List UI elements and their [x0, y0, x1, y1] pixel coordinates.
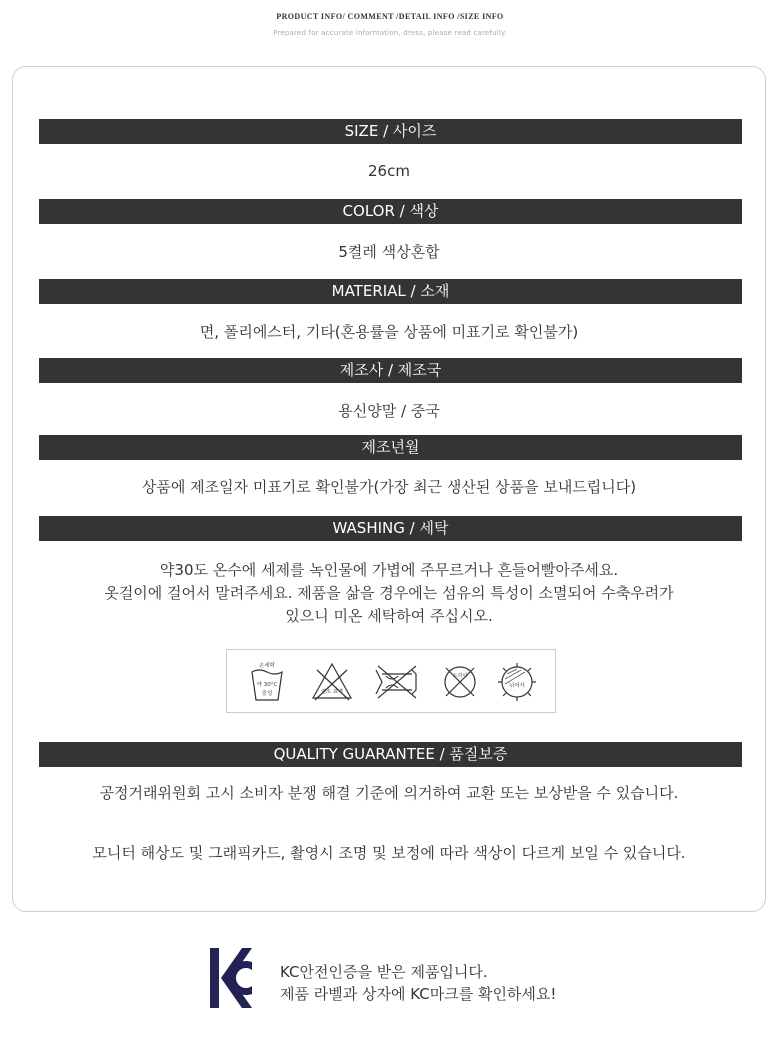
care-symbols-box [226, 649, 556, 713]
date-value: 상품에 제조일자 미표기로 확인불가(가장 최근 생산된 상품을 보내드립니다) [141, 478, 637, 496]
dry-flat-icon [495, 660, 539, 704]
date-section-header: 제조년월 [39, 435, 742, 460]
svg-text:드라이: 드라이 [452, 673, 468, 679]
hand-wash-icon [247, 660, 287, 704]
maker-section-header: 제조사 / 제조국 [39, 358, 742, 383]
svg-text:손세탁: 손세탁 [259, 663, 275, 669]
page-header-subtitle: Prepared for accurate information, dress, please read carefully. [273, 29, 507, 37]
washing-line-2: 옷걸이에 걸어서 말려주세요. 제품을 삶을 경우에는 섬유의 특성이 소멸되어 수축우려가 [104, 584, 674, 602]
maker-value: 용신양말 / 중국 [338, 402, 440, 420]
washing-line-1: 약30도 온수에 세제를 녹인물에 가볍에 주무르거나 흔들어빨아주세요. [159, 561, 619, 579]
size-section-header: SIZE / 사이즈 [39, 119, 742, 144]
page-header-title: PRODUCT INFO/ COMMENT /DETAIL INFO /SIZE INFO [276, 12, 504, 21]
washing-line-3: 있으니 미온 세탁하여 주십시오. [285, 607, 493, 625]
size-value: 26cm [368, 162, 410, 180]
svg-text:표백: 표백 [333, 689, 343, 695]
kc-line-1: KC안전인증을 받은 제품입니다. [280, 963, 488, 981]
quality-line-1: 공정거래위원회 고시 소비자 분쟁 해결 기준에 의거하여 교환 또는 보상받을 수 있습니다. [99, 784, 679, 802]
kc-mark-icon [208, 946, 254, 1010]
svg-text:약 30°C: 약 30°C [256, 682, 278, 688]
color-value: 5켤레 색상혼합 [338, 243, 440, 261]
washing-section-header: WASHING / 세탁 [39, 516, 742, 541]
color-section-header: COLOR / 색상 [39, 199, 742, 224]
quality-section-header: QUALITY GUARANTEE / 품질보증 [39, 742, 742, 767]
no-wring-icon [372, 660, 420, 704]
no-bleach-icon [309, 660, 355, 704]
no-dryclean-icon [440, 660, 480, 704]
material-section-header: MATERIAL / 소재 [39, 279, 742, 304]
svg-text:뉘어서: 뉘어서 [509, 683, 525, 689]
svg-text:중성: 중성 [261, 691, 273, 697]
quality-line-2: 모니터 해상도 및 그래픽카드, 촬영시 조명 및 보정에 따라 색상이 다르게 보일 수 있습니다. [92, 844, 686, 862]
kc-line-2: 제품 라벨과 상자에 KC마크를 확인하세요! [280, 985, 557, 1003]
material-value: 면, 폴리에스터, 기타(혼용률을 상품에 미표기로 확인불가) [199, 323, 579, 341]
svg-text:염소: 염소 [321, 689, 331, 695]
